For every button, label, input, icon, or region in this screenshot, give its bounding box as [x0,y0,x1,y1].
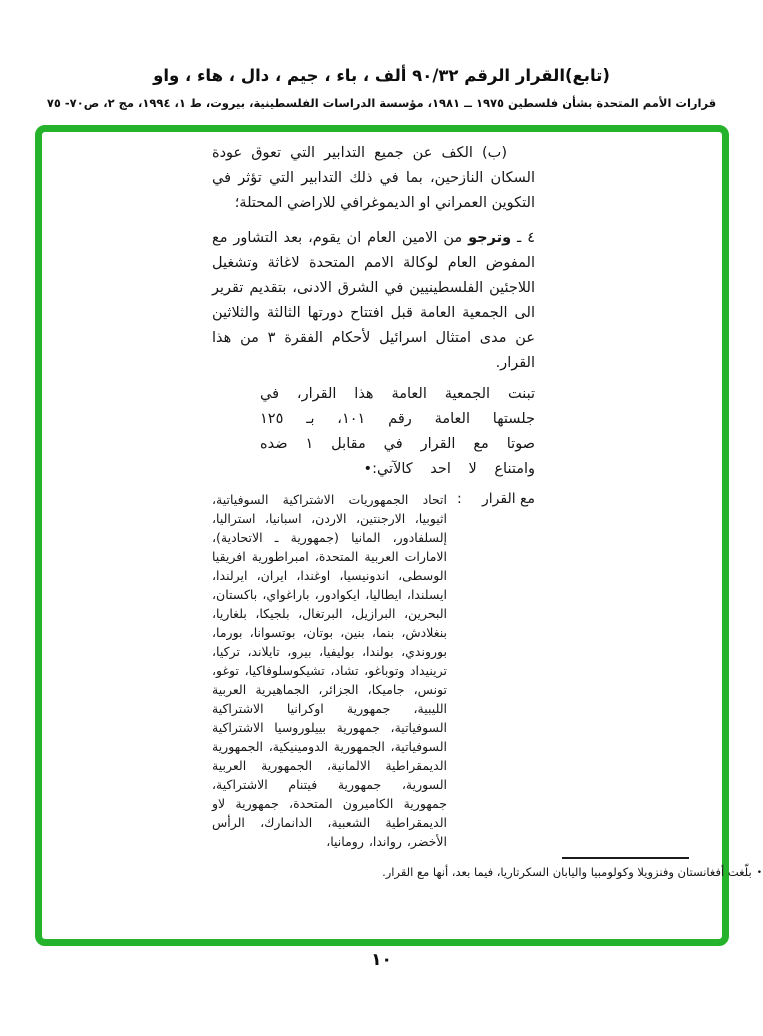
document-body [212,141,535,851]
vote-record-row [212,490,535,851]
footnote-separator-line [562,857,689,859]
paragraph-4-text: من الامين العام ان يقوم، بعد التشاور مع المفوض العام لوكالة الامم المتحدة لاغاثة وتشغيل اللاجئين الفلسطينيين في الشرق الادنى، بتقديم تقرير الى الجمعية العامة قبل افتتاح دورتها الثالثة والثلاثين عن مدى امتثال اسرائيل لأحكام الفقرة ٣ من هذا القرار. [212,230,535,371]
vote-label-cell [457,490,535,509]
countries-in-favour-list: اتحاد الجمهوريات الاشتراكية السوفياتية، اثيوبيا، الارجنتين، الاردن، اسبانيا، استراليا، إلسلفادور، المانيا (جمهورية ـ الاتحادية)، الامارات العربية المتحدة، امبراطورية افريقيا الوسطى، اندونيسيا، اوغندا، ايران، ايرلندا، ايسلندا، ايطاليا، ايكوادور، باراغواي، باكستان، البحرين، البرازيل، البرتغال، بلجيكا، بلغاريا، بنغلادش، بنما، بنين، بوتان، بوتسوانا، بورما، بوروندي، بولندا، بوليفيا، بيرو، تايلاند، تركيا، ترينيداد وتوباغو، تشاد، تشيكوسلوفاكيا، توغو، تونس، جاميكا، الجزائر، الجماهيرية العربية الليبية، جمهورية اوكرانيا الاشتراكية السوفياتية، جمهورية بييلوروسيا الاشتراكية السوفياتية، الجمهورية الدومينيكية، الجمهورية الديمقراطية الالمانية، الجمهورية العربية السورية، جمهورية فيتنام الاشتراكية، جمهورية الكاميرون المتحدة، جمهورية لاو الديمقراطية الشعبية، الدانمارك، الرأس الأخضر، رواندا، رومانيا، [212,492,447,849]
footnote-text: بلّغت أفغانستان وفنزويلا وكولومبيا واليابان السكرتاريا، فيما بعد، أنها مع القرار. [382,865,752,879]
adoption-note: تبنت الجمعية العامة هذا القرار، في جلستها العامة رقم ١٠١، بـ ١٢٥ صوتا مع القرار في مقابل ١ ضده وامتناع لا احد كالآتي:• [260,386,535,477]
footnote [372,862,762,884]
footnote-marker: • [756,868,762,878]
page-number: ١٠ [371,950,392,970]
page-title: (تابع)القرار الرقم ٩٠/٣٢ ألف ، باء ، جيم ، دال ، هاء ، واو [153,66,610,85]
paragraph-b: (ب) الكف عن جميع التدابير التي تعوق عودة السكان النازحين، بما في ذلك التدابير التي تؤثر في التكوين العمراني او الديموغرافي للاراضي المحتلة؛ [212,145,535,211]
source-citation: قرارات الأمم المتحدة بشأن فلسطين ١٩٧٥ ــ ١٩٨١، مؤسسة الدراسات الفلسطينية، بيروت، ط ١، ١٩٩٤، مج ٢، ص٧٠- ٧٥ [46,96,717,110]
paragraph-4-number: ٤ ـ [511,230,535,246]
vote-label: مع القرار [481,491,535,507]
paragraph-4-lead-word: وترجو [468,230,512,246]
paragraph-4 [212,226,535,376]
vote-label-colon: : [457,491,462,507]
